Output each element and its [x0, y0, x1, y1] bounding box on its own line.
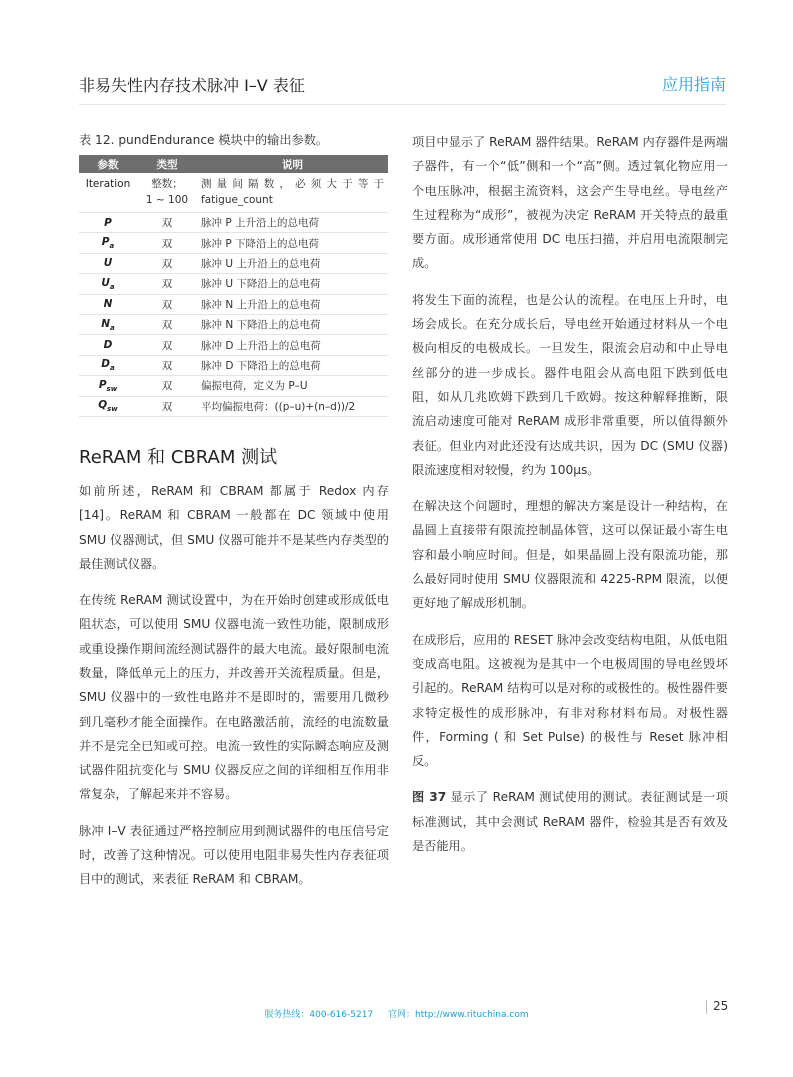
type-cell: 双: [137, 335, 197, 355]
param-cell: $N_a$: [79, 314, 137, 334]
param-cell: $D_a$: [79, 355, 137, 375]
table-row: [79, 314, 388, 334]
left-column: [79, 130, 389, 904]
footer: [0, 1007, 793, 1020]
body-paragraph: 项目中显示了 ReRAM 器件结果。ReRAM 内存器件是两端子器件，有一个“低”侧和一个“高”侧。透过氧化物应用一个电压脉冲，根据主流资料，这会产生导电丝。导电丝产生过程称为“成形”，被视为决定 ReRAM 开关特点的最重要方面。成形通常使用 DC 电压扫描，并启用电流限制完成。: [412, 135, 728, 271]
section-label: 应用指南: [661, 75, 726, 94]
table-header-cell: 参数: [79, 155, 137, 173]
body-paragraph: [412, 785, 728, 858]
param-cell: $P_{sw}$: [79, 376, 137, 396]
output-parameters-table: [79, 155, 388, 417]
param-cell: $U_a$: [79, 274, 137, 294]
description-cell: 脉冲 P 上升沿上的总电荷: [197, 213, 388, 233]
param-cell: $P_a$: [79, 233, 137, 253]
param-cell: U: [79, 253, 137, 273]
header-divider: [79, 104, 726, 105]
description-cell: 脉冲 D 下降沿上的总电荷: [197, 355, 388, 375]
description-cell: 脉冲 N 下降沿上的总电荷: [197, 314, 388, 334]
body-paragraph: 在传统 ReRAM 测试设置中，为在开始时创建或形成低电阻状态，可以使用 SMU 仪器电流一致性功能，限制成形或重设操作期间流经测试器件的最大电流。最好限制电流数量，降低单元上的压力，并改善开关流程质量。但是，SMU 仪器中的一致性电路并不是即时的，需要用几微秒到几毫秒才能全面操作。在电路激活前，流经的电流数量并不是完全已知或可控。电流一致性的实际瞬态响应及测试器件阻抗变化与 SMU 仪器反应之间的详细相互作用非常复杂，了解起来并不容易。: [79, 593, 389, 802]
table-caption: 表 12. pundEndurance 模块中的输出参数。: [79, 133, 329, 147]
table-row: [79, 213, 388, 233]
description-cell: 脉冲 D 上升沿上的总电荷: [197, 335, 388, 355]
type-cell: 双: [137, 253, 197, 273]
type-cell: 整数； 1 ~ 100: [137, 173, 197, 213]
param-cell: D: [79, 335, 137, 355]
body-paragraph: 脉冲 I–V 表征通过严格控制应用到测试器件的电压信号定时，改善了这种情况。可以使用电阻非易失性内存表征项目中的测试，来表征 ReRAM 和 CBRAM。: [79, 823, 389, 887]
description-cell: 偏振电荷，定义为 P–U: [197, 376, 388, 396]
body-paragraph: 如前所述，ReRAM 和 CBRAM 都属于 Redox 内存 [14]。ReRAM 和 CBRAM 一般都在 DC 领域中使用 SMU 仪器测试，但 SMU 仪器可能并不是某些内存类型的最佳测试仪器。: [79, 483, 389, 571]
table-header-cell: 说明: [197, 155, 388, 173]
document-title: 非易失性内存技术脉冲 I–V 表征: [79, 76, 305, 95]
table-row: [79, 376, 388, 396]
section-heading: ReRAM 和 CBRAM 测试: [79, 446, 278, 468]
param-cell: Iteration: [79, 173, 137, 213]
table-row: [79, 294, 388, 314]
description-cell: 脉冲 U 上升沿上的总电荷: [197, 253, 388, 273]
paragraph-text: 显示了 ReRAM 测试使用的测试。表征测试是一项标准测试，其中会测试 ReRAM 器件，检验其是否有效及是否能用。: [412, 790, 728, 854]
body-paragraph: 在解决这个问题时，理想的解决方案是设计一种结构，在晶圆上直接带有限流控制晶体管，这可以保证最小寄生电容和最小响应时间。但是，如果晶圆上没有限流功能，那么最好同时使用 SMU 仪器限流和 4225-RPM 限流，以便更好地了解成形机制。: [412, 499, 728, 611]
table-row: [79, 233, 388, 253]
type-cell: 双: [137, 355, 197, 375]
description-cell: 脉冲 N 上升沿上的总电荷: [197, 294, 388, 314]
page-number: 25: [713, 999, 729, 1013]
table-row: [79, 355, 388, 375]
table-header-row: [79, 155, 388, 173]
type-cell: 双: [137, 396, 197, 416]
table-row: [79, 396, 388, 416]
table-row: [79, 253, 388, 273]
right-column: [412, 130, 728, 870]
type-cell: 双: [137, 274, 197, 294]
table-row: [79, 173, 388, 213]
param-cell: $Q_{sw}$: [79, 396, 137, 416]
description-cell: 脉冲 P 下降沿上的总电荷: [197, 233, 388, 253]
body-paragraph: 将发生下面的流程，也是公认的流程。在电压上升时，电场会成长。在充分成长后，导电丝开始通过材料从一个电极向相反的电极成长。一旦发生，限流会启动和中止导电丝部分的进一步成长。器件电阻会从高电阻下跌到低电阻，如从几兆欧姆下跌到几千欧姆。按这种解释推断，限流启动速度可能对 ReRAM 成形非常重要，所以值得额外表征。但业内对此还没有达成共识，因为 DC (SMU 仪器) 限流速度相对较慢，约为 100µs。: [412, 292, 728, 477]
type-cell: 双: [137, 213, 197, 233]
param-cell: P: [79, 213, 137, 233]
type-cell: 双: [137, 233, 197, 253]
type-cell: 双: [137, 314, 197, 334]
type-cell: 双: [137, 376, 197, 396]
figure-reference: 图 37: [412, 790, 447, 805]
description-cell: 测量间隔数，必须大于等于 fatigue_count: [197, 173, 388, 213]
body-paragraph: 在成形后，应用的 RESET 脉冲会改变结构电阻，从低电阻变成高电阻。这被视为是其中一个电极周围的导电丝毁坏引起的。ReRAM 结构可以是对称的或极性的。极性器件要求特定极性的成形脉冲，有非对称材料布局。对极性器件，Forming ( 和 Set Pulse) 的极性与 Reset 脉冲相反。: [412, 632, 728, 769]
website-link[interactable]: 官网：http://www.rituchina.com: [388, 1010, 529, 1020]
type-cell: 双: [137, 294, 197, 314]
table-row: [79, 335, 388, 355]
table-row: [79, 274, 388, 294]
description-cell: 平均偏振电荷：((p–u)+(n–d))/2: [197, 396, 388, 416]
param-cell: N: [79, 294, 137, 314]
description-cell: 脉冲 U 下降沿上的总电荷: [197, 274, 388, 294]
table-header-cell: 类型: [137, 155, 197, 173]
service-hotline: 服务热线：400-616-5217: [264, 1010, 374, 1020]
